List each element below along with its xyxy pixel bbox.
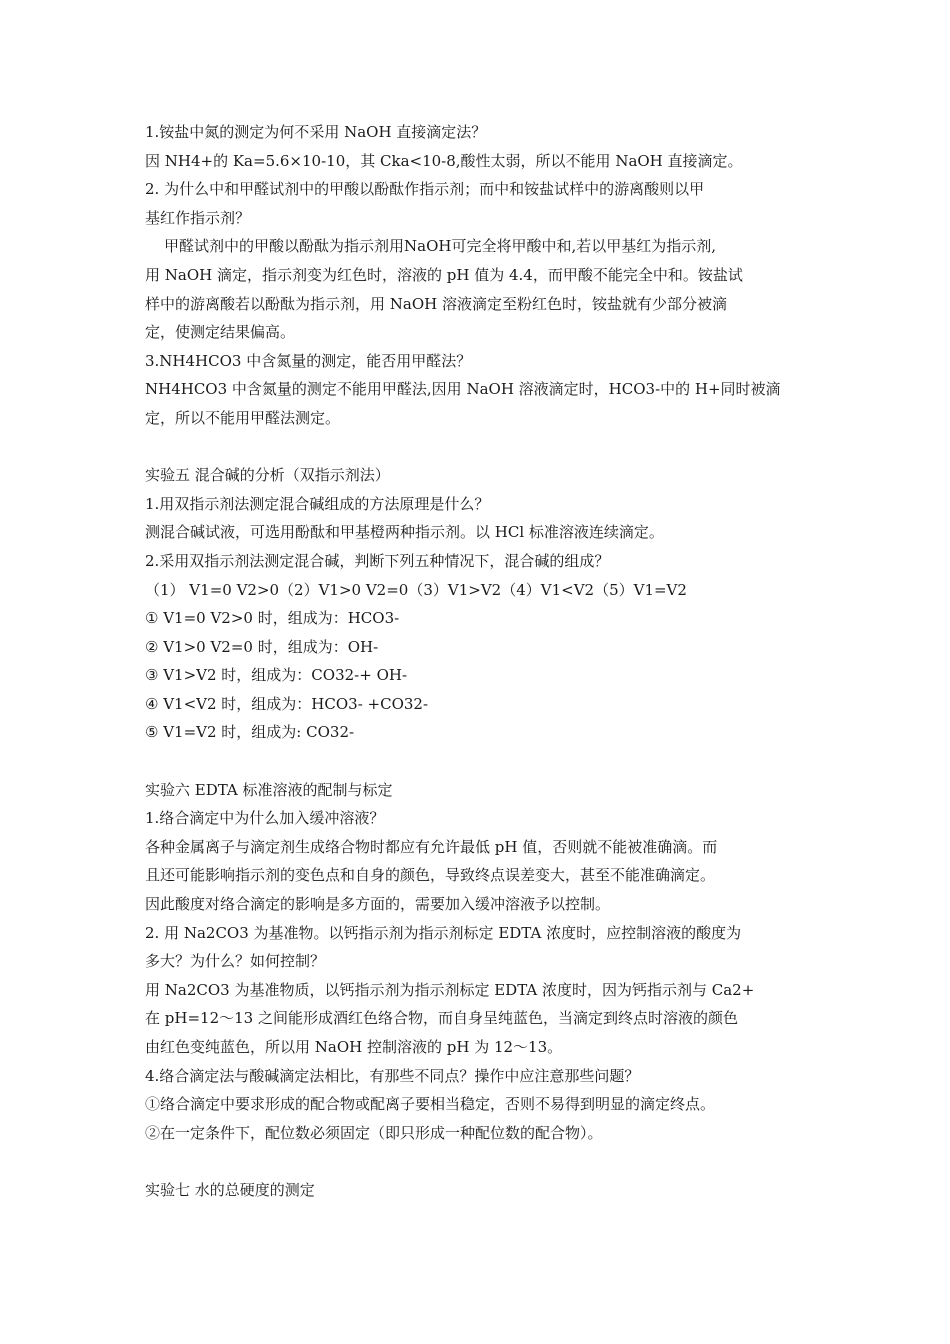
exp6-question-4: 4.络合滴定法与酸碱滴定法相比，有那些不同点？操作中应注意那些问题？ <box>145 1066 640 1085</box>
answer-2-cont: 样中的游离酸若以酚酞为指示剂，用 NaOH 溶液滴定至粉红色时，铵盐就有少部分被滴 <box>145 294 727 313</box>
exp6-answer-1-cont: 因此酸度对络合滴定的影响是多方面的，需要加入缓冲溶液予以控制。 <box>145 895 611 914</box>
exp6-answer-4-point-2: ②在一定条件下，配位数必须固定（即只形成一种配位数的配合物）。 <box>145 1123 603 1142</box>
exp5-case-5: ⑤ V1=V2 时，组成为: CO32- <box>145 723 355 742</box>
exp5-answer-1: 测混合碱试液，可选用酚酞和甲基橙两种指示剂。以 HCl 标准溶液连续滴定。 <box>145 523 664 542</box>
exp6-answer-2-cont: 在 pH=12～13 之间能形成酒红色络合物，而自身呈纯蓝色，当滴定到终点时溶液的颜色 <box>145 1009 738 1028</box>
exp6-answer-2-cont: 由红色变纯蓝色，所以用 NaOH 控制溶液的 pH 为 12～13。 <box>145 1038 563 1056</box>
answer-3-cont: 定，所以不能用甲醛法测定。 <box>145 408 341 427</box>
spacer <box>145 433 810 462</box>
answer-2-cont: 定，使测定结果偏高。 <box>145 323 296 342</box>
spacer <box>145 747 810 776</box>
exp5-case-4: ④ V1<V2 时，组成为：HCO3- +CO32- <box>145 694 429 713</box>
exp6-answer-2: 用 Na2CO3 为基准物质，以钙指示剂为指示剂标定 EDTA 浓度时，因为钙指示剂与 Ca2+ <box>145 980 755 999</box>
exp5-question-1: 1.用双指示剂法测定混合碱组成的方法原理是什么？ <box>145 494 490 513</box>
answer-1: 因 NH4+的 Ka=5.6×10-10，其 Cka<10-8,酸性太弱，所以不能用 NaOH 直接滴定。 <box>145 151 743 170</box>
question-3: 3.NH4HCO3 中含氮量的测定，能否用甲醛法？ <box>145 351 472 370</box>
answer-2-cont: 用 NaOH 滴定，指示剂变为红色时，溶液的 pH 值为 4.4，而甲酸不能完全中和。铵盐试 <box>145 265 743 284</box>
section-heading-exp7: 实验七 水的总硬度的测定 <box>145 1180 315 1199</box>
exp6-answer-1: 各种金属离子与滴定剂生成络合物时都应有允许最低 pH 值，否则就不能被准确滴。而 <box>145 837 718 856</box>
question-1: 1.铵盐中氮的测定为何不采用 NaOH 直接滴定法？ <box>145 123 487 141</box>
question-2-cont: 基红作指示剂？ <box>145 208 251 227</box>
exp6-question-1: 1.络合滴定中为什么加入缓冲溶液？ <box>145 809 385 828</box>
section-heading-exp5: 实验五 混合碱的分析（双指示剂法） <box>145 466 390 485</box>
document-page <box>145 118 810 1205</box>
exp5-cases: （1） V1=0 V2>0（2）V1>0 V2=0（3）V1>V2（4）V1<V2（5）V1=V2 <box>145 580 687 599</box>
exp5-case-1: ① V1=0 V2>0 时，组成为：HCO3- <box>145 609 400 628</box>
spacer <box>145 1147 810 1176</box>
exp5-case-2: ② V1>0 V2=0 时，组成为：OH- <box>145 637 379 656</box>
exp6-answer-1-cont: 且还可能影响指示剂的变色点和自身的颜色，导致终点误差变大，甚至不能准确滴定。 <box>145 866 716 885</box>
exp6-question-2: 2. 用 Na2CO3 为基准物。以钙指示剂为指示剂标定 EDTA 浓度时，应控制溶液的酸度为 <box>145 923 742 942</box>
exp5-case-3: ③ V1>V2 时，组成为：CO32-+ OH- <box>145 666 408 685</box>
answer-2: 甲醛试剂中的甲酸以酚酞为指示剂用NaOH可完全将甲酸中和,若以甲基红为指示剂, <box>164 237 716 256</box>
exp5-question-2: 2.采用双指示剂法测定混合碱，判断下列五种情况下，混合碱的组成？ <box>145 551 610 570</box>
answer-3: NH4HCO3 中含氮量的测定不能用甲醛法,因用 NaOH 溶液滴定时，HCO3-中的 H+同时被滴 <box>145 380 781 399</box>
question-2: 2. 为什么中和甲醛试剂中的甲酸以酚酞作指示剂；而中和铵盐试样中的游离酸则以甲 <box>145 180 705 199</box>
section-heading-exp6: 实验六 EDTA 标准溶液的配制与标定 <box>145 780 393 799</box>
exp6-answer-4-point-1: ①络合滴定中要求形成的配合物或配离子要相当稳定，否则不易得到明显的滴定终点。 <box>145 1095 716 1114</box>
exp6-question-2-cont: 多大？为什么？如何控制？ <box>145 952 326 971</box>
